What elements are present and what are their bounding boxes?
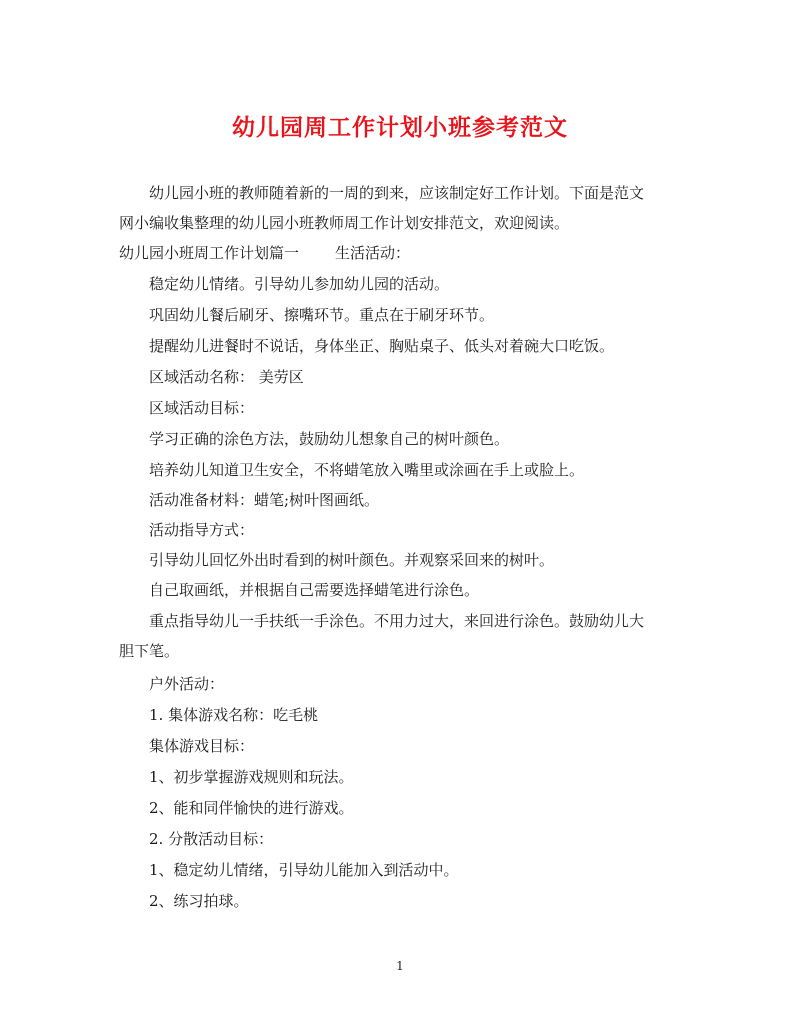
intro-line-2: 网小编收集整理的幼儿园小班教师周工作计划安排范文，欢迎阅读。 (119, 214, 570, 232)
paragraph-line-wrap: 胆下笔。 (119, 642, 180, 660)
paragraph-line: 培养幼儿知道卫生安全，不将蜡笔放入嘴里或涂画在手上或脸上。 (149, 461, 585, 479)
paragraph-line: 1. 集体游戏名称：吃毛桃 (149, 706, 319, 724)
paragraph-line: 区域活动名称： 美劳区 (149, 368, 304, 386)
paragraph-line: 2. 分散活动目标： (149, 830, 274, 848)
paragraph-line: 2、练习拍球。 (149, 892, 249, 910)
paragraph-line: 稳定幼儿情绪。引导幼儿参加幼儿园的活动。 (149, 275, 450, 293)
paragraph-line: 活动指导方式： (149, 521, 255, 539)
paragraph-line: 活动准备材料：蜡笔;树叶图画纸。 (149, 491, 380, 509)
document-title: 幼儿园周工作计划小班参考范文 (232, 114, 568, 141)
paragraph-line: 集体游戏目标： (149, 737, 255, 755)
paragraph-line: 引导幼儿回忆外出时看到的树叶颜色。并观察采回来的树叶。 (149, 551, 555, 569)
page-number: 1 (396, 959, 404, 973)
paragraph-line: 1、初步掌握游戏规则和玩法。 (149, 768, 354, 786)
paragraph-line: 户外活动： (149, 675, 225, 693)
paragraph-line: 巩固幼儿餐后刷牙、擦嘴环节。重点在于刷牙环节。 (149, 306, 495, 324)
paragraph-line: 2、能和同伴愉快的进行游戏。 (149, 799, 354, 817)
section-heading-title: 幼儿园小班周工作计划篇一 (119, 244, 300, 262)
section-heading-subtitle: 生活活动： (335, 244, 411, 262)
paragraph-line: 区域活动目标： (149, 399, 255, 417)
paragraph-line: 提醒幼儿进餐时不说话，身体坐正、胸贴桌子、低头对着碗大口吃饭。 (149, 337, 615, 355)
section-heading (119, 243, 410, 263)
paragraph-line: 学习正确的涂色方法，鼓励幼儿想象自己的树叶颜色。 (149, 430, 510, 448)
paragraph-line: 重点指导幼儿一手扶纸一手涂色。不用力过大，来回进行涂色。鼓励幼儿大 (149, 612, 645, 630)
paragraph-line: 自己取画纸，并根据自己需要选择蜡笔进行涂色。 (149, 581, 480, 599)
paragraph-line: 1、稳定幼儿情绪，引导幼儿能加入到活动中。 (149, 861, 459, 879)
intro-line-1: 幼儿园小班的教师随着新的一周的到来，应该制定好工作计划。下面是范文 (149, 184, 645, 202)
